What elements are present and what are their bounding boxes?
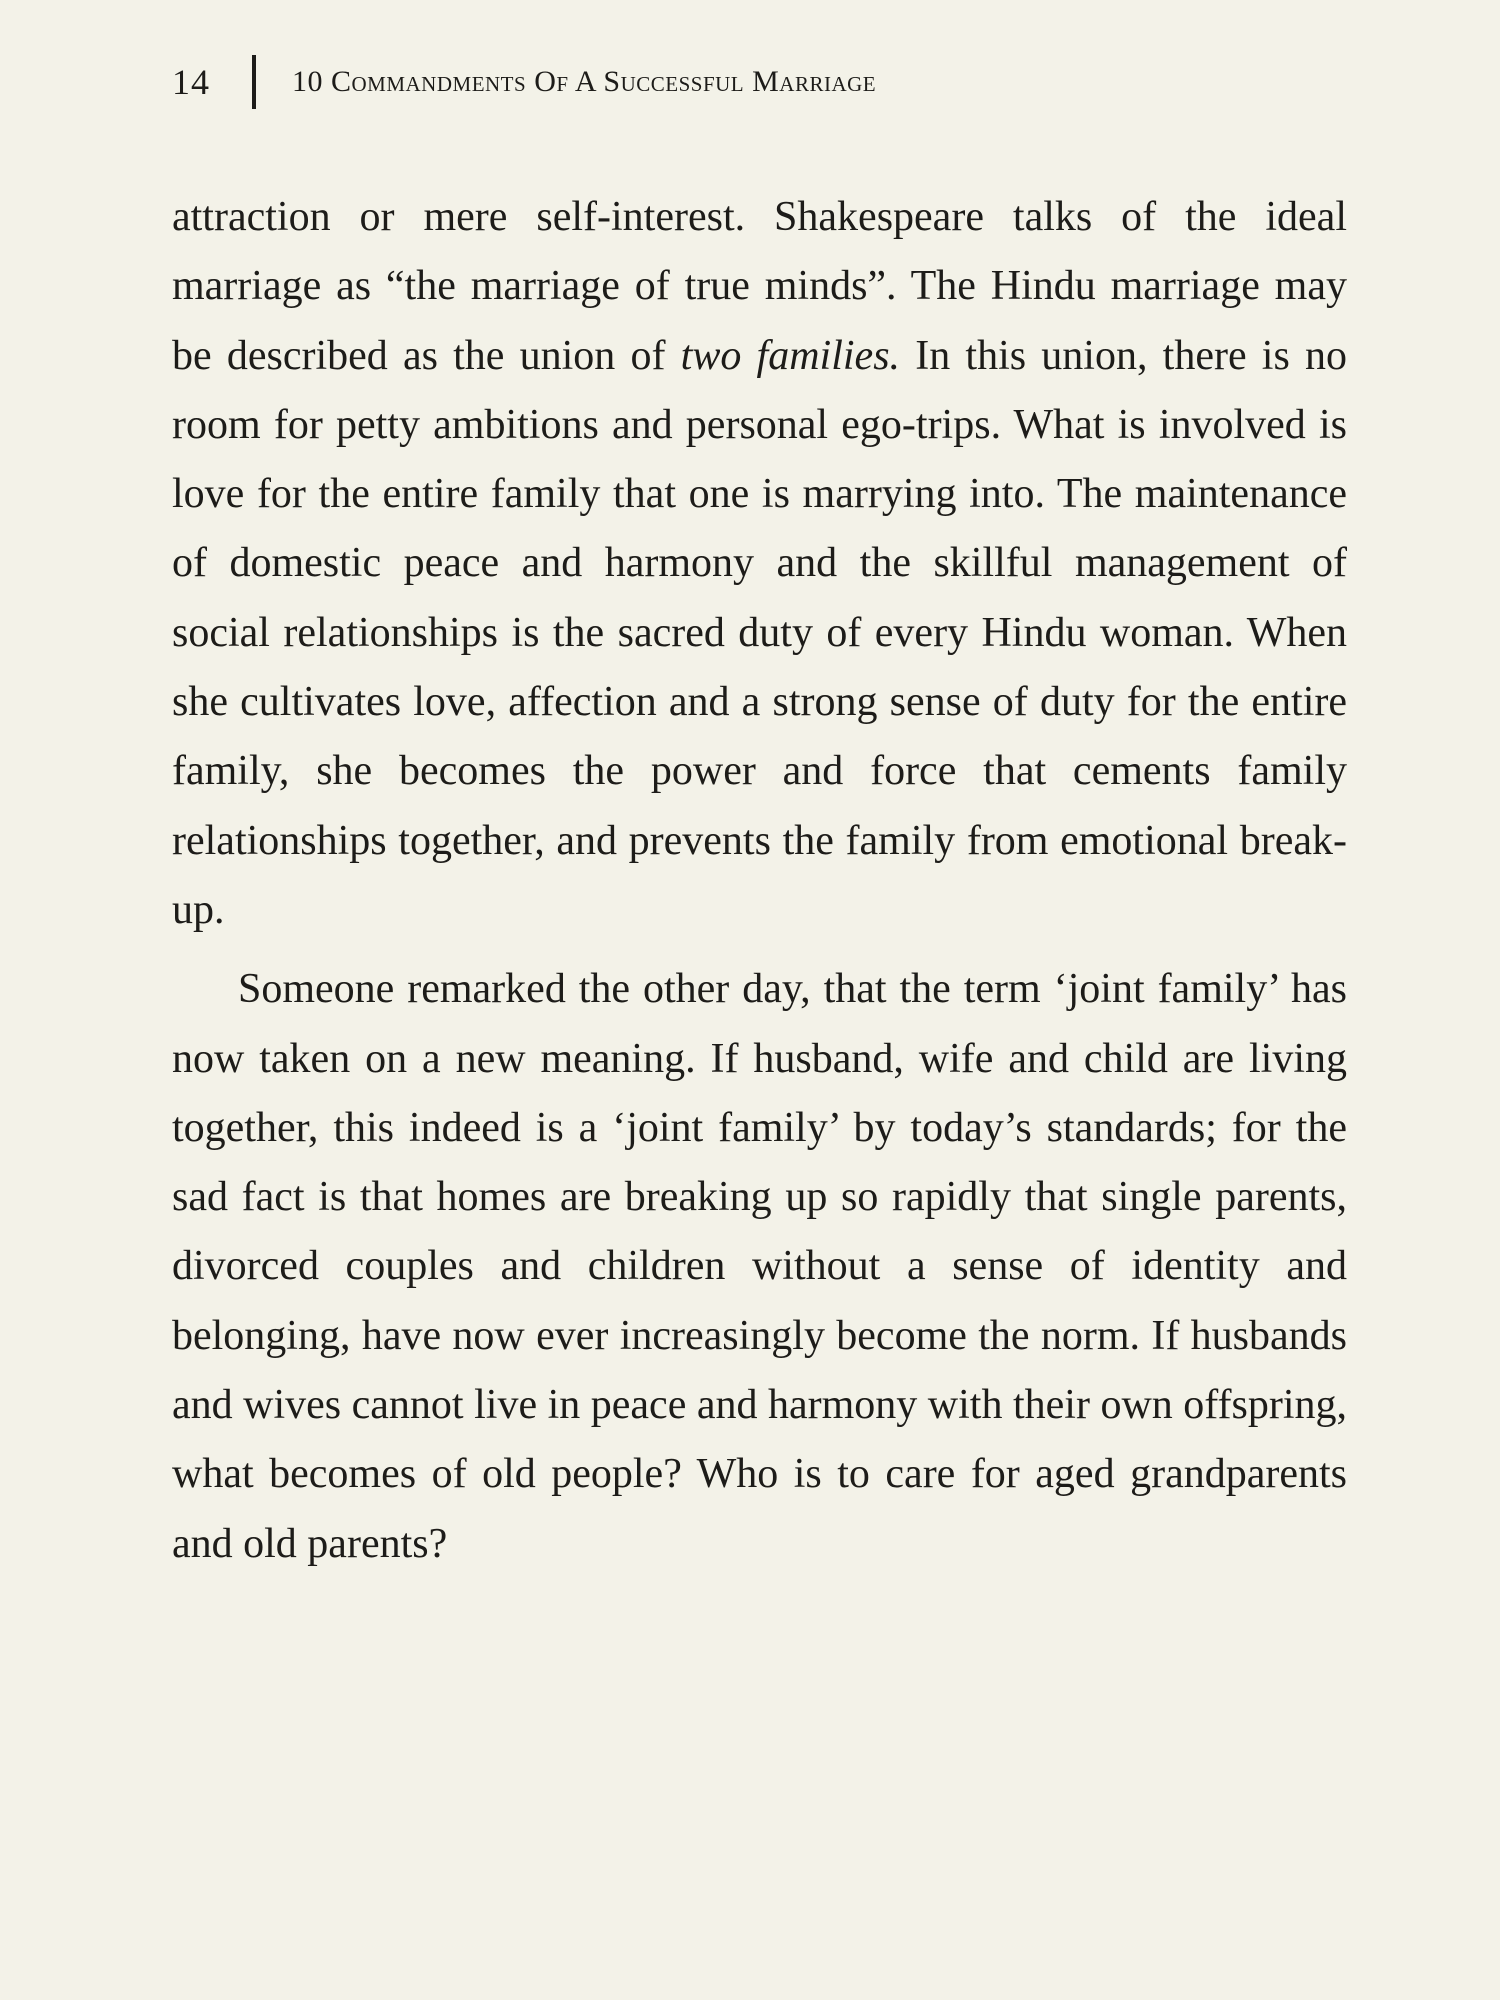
header-divider xyxy=(252,55,256,109)
paragraph-1 xyxy=(172,183,1347,945)
body-text xyxy=(172,183,1347,1579)
paragraph-1-text-end: In this union, there is no room for petty ambitions and personal ego-trips. What is involved is love for the entire family that one is marrying into. The maintenance of domestic peace and harmony and the skillful management of social relationships is the sacred duty of every Hindu woman. When she cultivates love, affection and a strong sense of duty for the entire family, she becomes the power and force that cements family relationships together, and prevents the family from emotional break-up. xyxy=(172,332,1347,933)
book-title: 10 Commandments Of A Successful Marriage xyxy=(292,65,877,98)
emphasis-two-families: two families. xyxy=(680,332,901,379)
page-number: 14 xyxy=(172,62,210,102)
paragraph-2: Someone remarked the other day, that the term ‘joint family’ has now taken on a new meaning. If husband, wife and child are living together, this indeed is a ‘joint family’ by today’s standards; for the sad fact is that homes are breaking up so rapidly that single parents, divorced couples and children without a sense of identity and belonging, have now ever increasingly become the norm. If husbands and wives cannot live in peace and harmony with their own offspring, what becomes of old people? Who is to care for aged grandparents and old parents? xyxy=(172,966,1347,1567)
paragraph-1-text-start: attraction or mere self-interest. Shakespeare talks of the ideal marriage as “the marriage of true minds”. The Hindu marriage may be described as the union of xyxy=(172,194,1347,379)
running-head xyxy=(172,52,876,112)
